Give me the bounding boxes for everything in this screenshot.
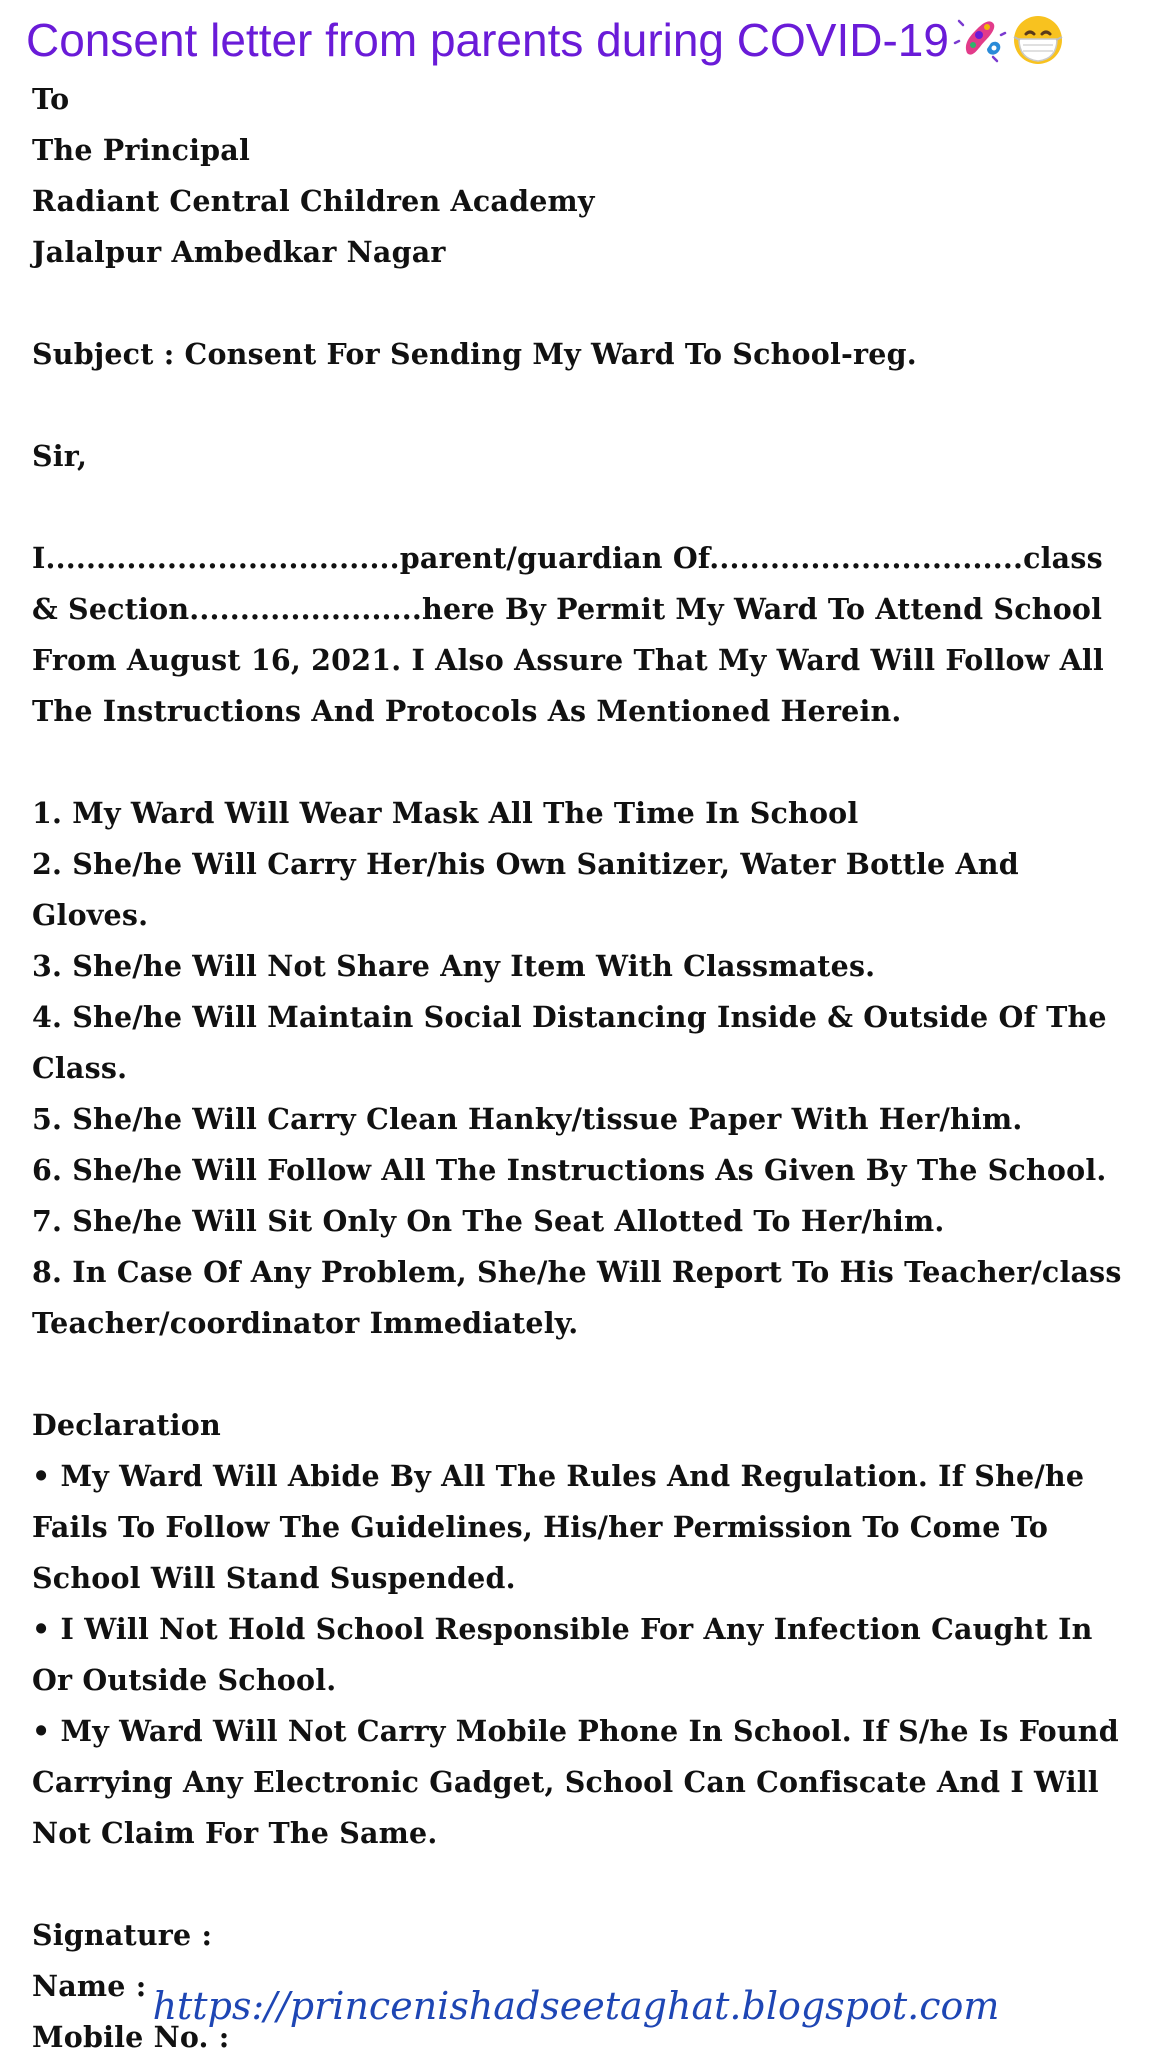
instruction-item: 6. She/he Will Follow All The Instructions As Given By The School. (32, 1153, 1107, 1187)
instruction-item: 3. She/he Will Not Share Any Item With Classmates. (32, 949, 876, 983)
page-title: Consent letter from parents during COVID-19 (26, 14, 949, 66)
name-label: Name : (32, 1969, 147, 2003)
address-place: Jalalpur Ambedkar Nagar (32, 235, 446, 269)
spacer (32, 482, 1122, 533)
instruction-item: 5. She/he Will Carry Clean Hanky/tissue Paper With Her/him. (32, 1102, 1023, 1136)
letter-body (32, 74, 1122, 2063)
address-school: Radiant Central Children Academy (32, 184, 595, 218)
declaration-item: • My Ward Will Abide By All The Rules And Regulation. If She/he Fails To Follow The Guidelines, His/her Permission To Come To School Will Stand Suspended. (32, 1459, 1085, 1595)
address-recipient: The Principal (32, 133, 250, 167)
microbe-icon (953, 13, 1007, 67)
instruction-item: 7. She/he Will Sit Only On The Seat Allotted To Her/him. (32, 1204, 945, 1238)
spacer (32, 278, 1122, 329)
declaration-heading: Declaration (32, 1408, 221, 1442)
instruction-item: 4. She/he Will Maintain Social Distancing Inside & Outside Of The Class. (32, 1000, 1107, 1085)
instruction-item: 2. She/he Will Carry Her/his Own Sanitizer, Water Bottle And Gloves. (32, 847, 1019, 932)
address-to: To (32, 82, 70, 116)
mobile-label: Mobile No. : (32, 2020, 230, 2054)
instruction-item: 8. In Case Of Any Problem, She/he Will Report To His Teacher/class Teacher/coordinator Immediately. (32, 1255, 1122, 1340)
face-with-medical-mask-icon (1011, 13, 1065, 67)
spacer (32, 380, 1122, 431)
spacer (32, 1349, 1122, 1400)
instruction-item: 1. My Ward Will Wear Mask All The Time In School (32, 796, 859, 830)
subject-line: Subject : Consent For Sending My Ward To School-reg. (32, 337, 917, 371)
consent-paragraph: I...................................parent/guardian Of...............................class & Section.......................here By Permit My Ward To Attend School From August 16, 2021. I Also Assure That My Ward Will Follow All The Instructions And Protocols As Mentioned Herein. (32, 541, 1104, 728)
spacer (32, 737, 1122, 788)
title-row (26, 8, 1065, 72)
spacer (32, 1859, 1122, 1910)
salutation: Sir, (32, 439, 88, 473)
signature-label: Signature : (32, 1918, 213, 1952)
declaration-item: • I Will Not Hold School Responsible For Any Infection Caught In Or Outside School. (32, 1612, 1093, 1697)
blog-link[interactable]: https://princenishadseetaghat.blogspot.com (152, 1984, 1000, 2028)
declaration-item: • My Ward Will Not Carry Mobile Phone In School. If S/he Is Found Carrying Any Electronic Gadget, School Can Confiscate And I Will Not Claim For The Same. (32, 1714, 1119, 1850)
